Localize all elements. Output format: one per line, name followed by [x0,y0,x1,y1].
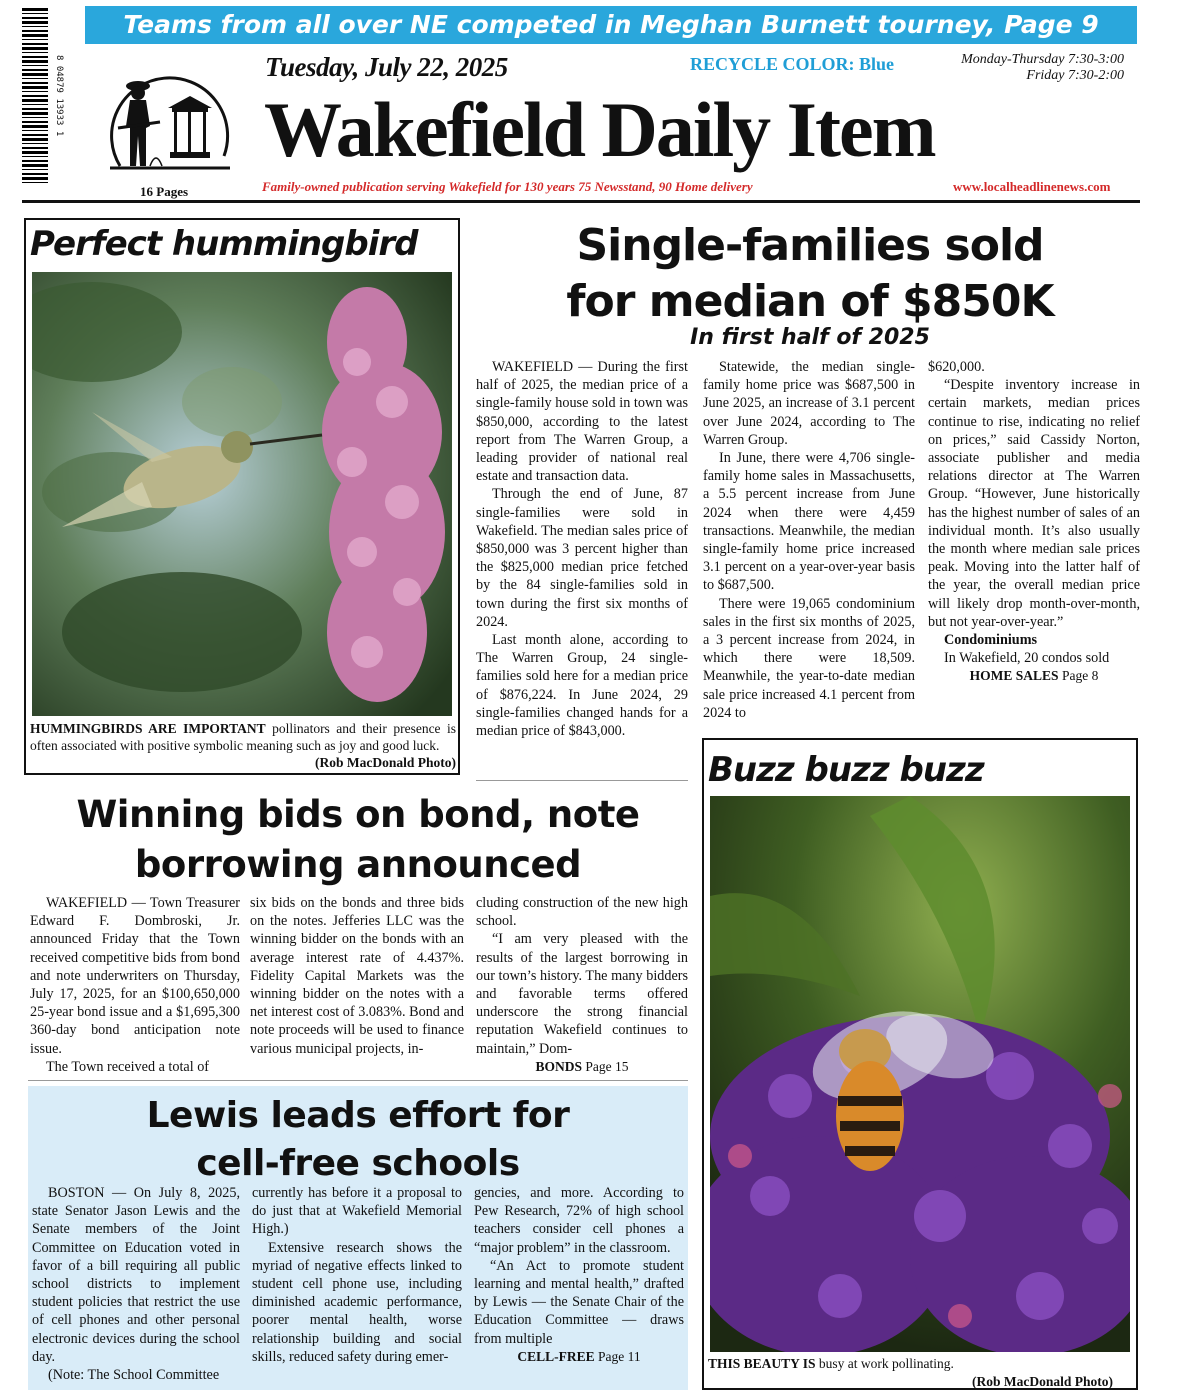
office-hours [952,52,1124,84]
headline-line: Single-families sold [576,220,1044,271]
paragraph: WAKEFIELD — During the first half of 2025, the median price of a single-family house sold in town was $850,000, according to the latest report from The Warren Group, a leading provider of national real estate and transaction data. [476,359,688,485]
tagline: Family-owned publication serving Wakefield for 130 years 75 Newsstand, 90 Home delivery [262,179,753,194]
article-column [928,358,1140,686]
jump-page: Page 15 [585,1058,629,1074]
bee-title: Buzz buzz buzz [708,750,984,790]
hours-friday: Friday 7:30-2:00 [1026,68,1124,83]
recycle-color: RECYCLE COLOR: Blue [690,54,895,74]
paragraph: currently has before it a proposal to do just that at Wakefield Memorial High.) [252,1185,462,1238]
hummingbird-title: Perfect hummingbird [30,224,418,264]
photo-credit: (Rob MacDonald Photo) [315,755,456,770]
headline-bond[interactable] [28,790,688,890]
jump-label: BONDS [535,1058,582,1074]
headline-home-sales[interactable] [490,218,1130,330]
article-column [30,894,240,1076]
section-divider [28,1080,688,1081]
headline-cell-free[interactable] [28,1092,688,1188]
paragraph: Extensive research shows the myriad of negative effects linked to student cell phone use, including diminished academic performance, poorer mental health, worse relationship building and social skills, reduced safety during emer- [252,1239,462,1365]
jump-page: Page 8 [1061,668,1099,684]
column-divider [476,780,688,781]
bee-caption [708,1356,954,1372]
paragraph: $620,000. [928,359,985,375]
paragraph: Statewide, the median single-family home price was $687,500 in June 2025, an increase of 3.1 percent over June 2024, according to The Warren Group. [703,359,915,448]
article-column [476,894,688,1076]
jump-label: CELL-FREE [517,1348,595,1364]
article-column [252,1184,462,1366]
barcode-bars [22,8,48,184]
caption-text: pollinators and their presence is often associated with positive symbolic meaning such as joy and good luck. [30,721,456,753]
paragraph: There were 19,065 condominium sales in the first six months of 2025, a 3 percent increase from 2024, in which there were 18,509. Meanwhile, the year-to-date median sale price increased 4.1 percent from 2024 to [703,595,915,721]
article-column [703,358,915,722]
article-column [476,358,688,740]
page-count: 16 Pages [140,184,189,199]
article-column [250,894,464,1058]
headline-line: borrowing announced [134,843,582,886]
hours-weekday: Monday-Thursday 7:30-3:00 [961,52,1124,67]
paragraph: (Note: The School Committee [48,1367,220,1384]
newspaper-title: Wakefield Daily Item [264,86,935,173]
website-link[interactable]: www.localheadlinenews.com [953,179,1111,194]
paragraph: “Despite inventory increase in certain markets, median prices continue to rise, indicating no relief on prices,” said Cassidy Norton, associate publisher and media relations director at The Warren Group. “However, June historically has the highest number of sales of an individual month. It’s also usually the month where median sale prices peak. Moving into the latter half of the year, the overall median price will likely drop month-over-month, but not year-over-year.” [928,377,1140,630]
headline-line: Winning bids on bond, note [76,793,640,836]
paragraph: “I am very pleased with the results of the largest borrowing in our town’s history. The many bidders and favorable terms offered underscore the strong financial reputation Wakefield continues to maintain,” Dom- [476,931,688,1057]
barcode-number: 8 04879 13933 1 [54,55,64,137]
article-column [32,1184,240,1384]
paragraph: The Town received a total of [46,1058,210,1075]
subsection-heading: Condominiums [944,632,1038,649]
article-column [474,1184,684,1366]
jump-link-home-sales[interactable] [928,667,1140,685]
jump-page: Page 11 [598,1348,641,1364]
paragraph: gencies, and more. According to Pew Research, 72% of high school teachers consider cell phones a “major problem” in the classroom. [474,1185,684,1256]
subheadline-home-sales: In first half of 2025 [690,325,930,350]
minuteman-logo [100,56,240,186]
paragraph: WAKEFIELD — Town Treasurer Edward F. Dombroski, Jr. announced Friday that the Town received competitive bids from bond and note underwriters on Thursday, July 17, 2025, for an $100,650,000 25-year bond issue and a $1,695,300 360-day bond anticipation note issue. [30,895,240,1057]
jump-label: HOME SALES [969,668,1059,684]
bee-photo[interactable] [710,796,1130,1352]
top-promo-banner[interactable]: Teams from all over NE competed in Meghan Burnett tourney, Page 9 [85,6,1137,44]
barcode [22,8,62,184]
headline-line: cell-free schools [196,1143,520,1184]
hummingbird-photo[interactable] [32,272,452,716]
paragraph: cluding construction of the new high school. [476,895,688,930]
caption-text: busy at work pollinating. [815,1356,954,1371]
masthead-divider [22,200,1140,203]
issue-date: Tuesday, July 22, 2025 [265,52,508,82]
paragraph: “An Act to promote student learning and mental health,” drafted by Lewis — the Senate Chair of the Education Committee — draws from multiple [474,1257,684,1347]
headline-line: Lewis leads effort for [146,1095,570,1136]
photo-credit: (Rob MacDonald Photo) [972,1374,1113,1389]
paragraph: Through the end of June, 87 single-families were sold in Wakefield. The median sales price of $850,000 was 3 percent higher than the $825,000 median price fetched by the 84 single-families sold in town during the first six months of 2024. [476,486,688,630]
hummingbird-caption [30,720,456,771]
headline-line: for median of $850K [566,276,1054,327]
paragraph: Last month alone, according to The Warren Group, 24 single-families sold here for a median price of $876,224. In June 2024, 29 single-families changed hands for a median price of $843,000. [476,632,688,740]
caption-lead: THIS BEAUTY IS [708,1356,816,1371]
paragraph: In Wakefield, 20 condos sold [944,650,1110,667]
paragraph: BOSTON — On July 8, 2025, state Senator Jason Lewis and the Senate members of the Joint Committee on Education voted in favor of a bill requiring all public school districts to implement student policies that restrict the use of cell phones and other personal electronic devices during the school day. [32,1185,240,1365]
paragraph: six bids on the bonds and three bids on the notes. Jefferies LLC was the winning bidder on the bonds with an average interest rate of 4.437%. Fidelity Capital Markets was the winning bidder on the notes with a net interest cost of 3.083%. Bond and note proceeds will be used to finance various municipal projects, in- [250,895,464,1057]
caption-lead: HUMMINGBIRDS ARE IMPORTANT [30,721,266,736]
jump-link-bonds[interactable] [476,1058,688,1076]
jump-link-cell-free[interactable] [474,1348,684,1366]
paragraph: In June, there were 4,706 single-family home sales in Massachusetts, a 5.5 percent increase from June 2024 when there were 4,459 transactions. Meanwhile, the median single-family home price increased 3.1 percent on a year-over-year basis to $687,500. [703,450,915,594]
